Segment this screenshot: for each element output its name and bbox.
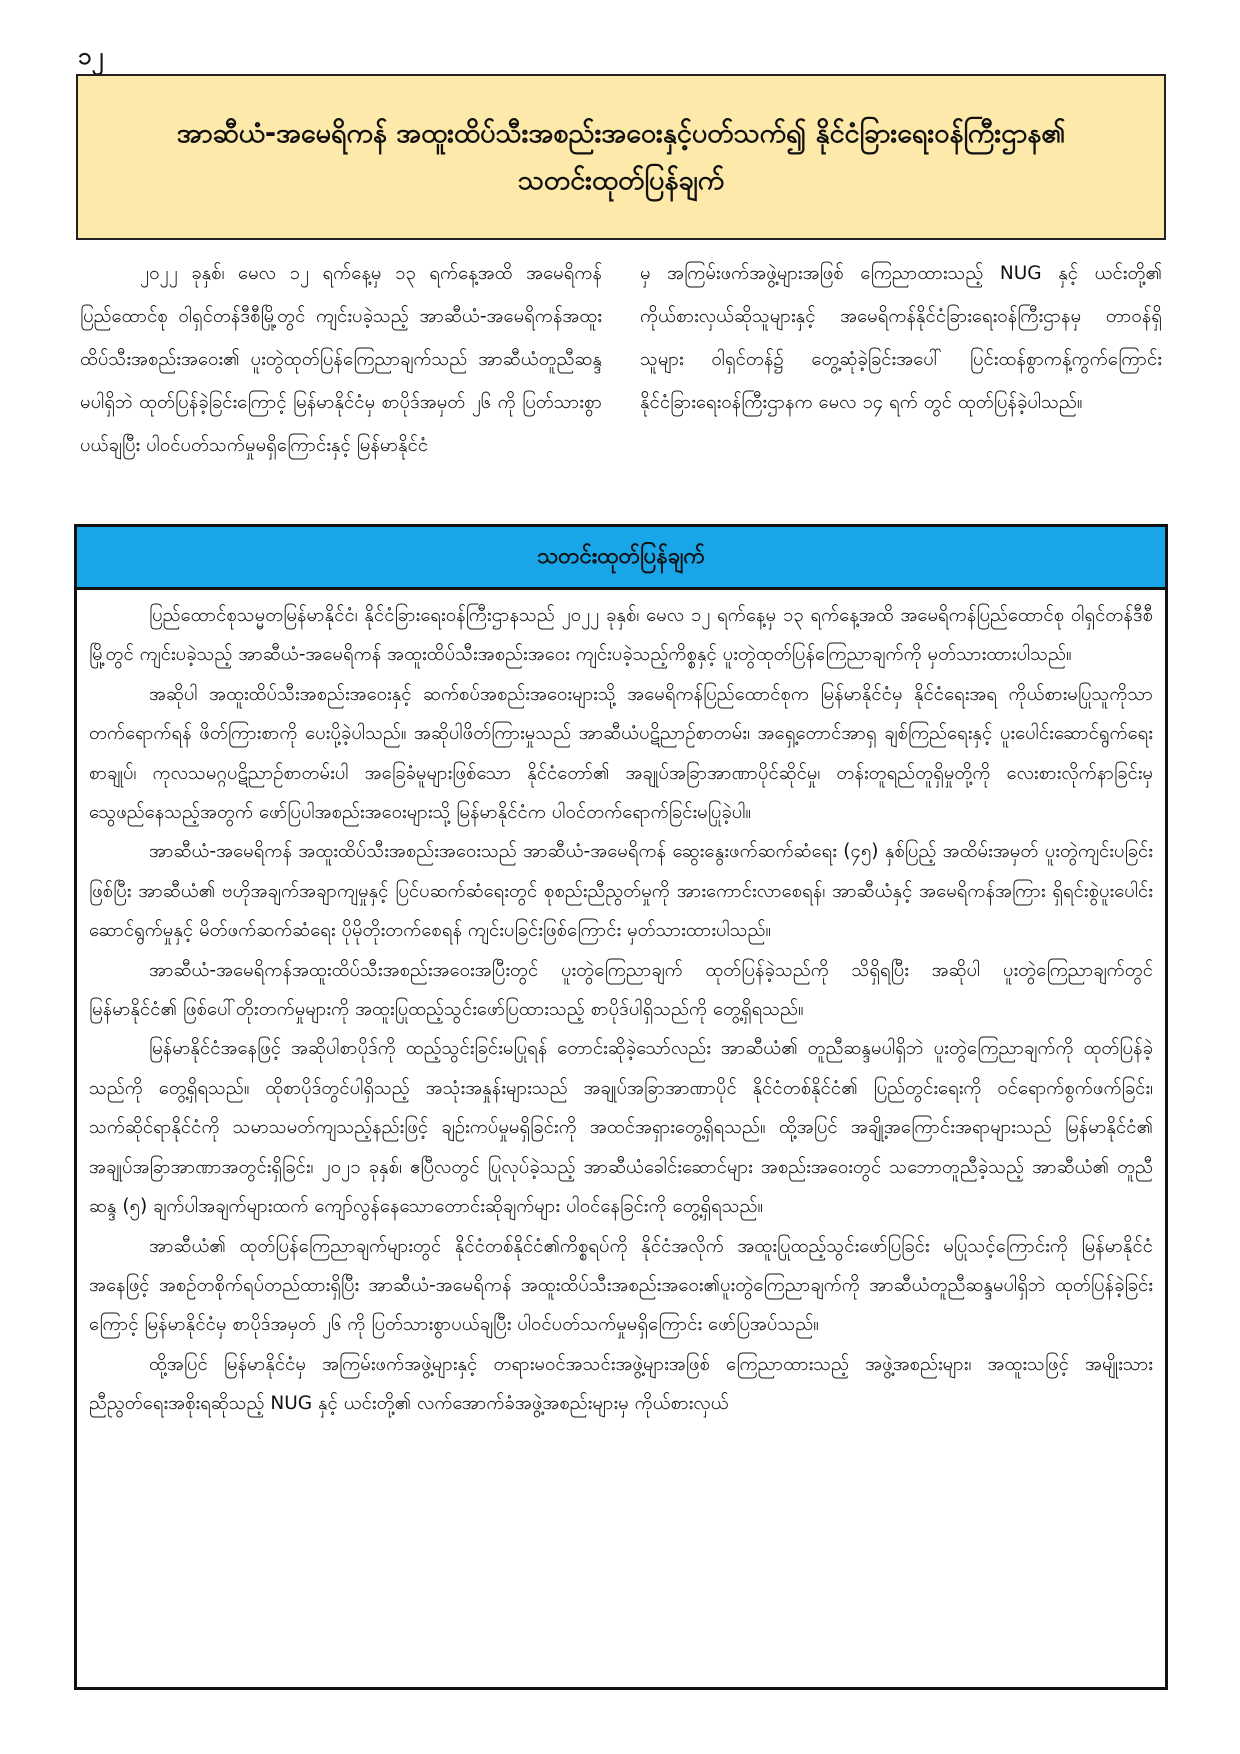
intro-right-text: မှ အကြမ်းဖက်အဖွဲ့များအဖြစ် ကြေညာထားသည့် NUG နှင့် ယင်းတို့၏ ကိုယ်စားလှယ်ဆိုသူများနှင့် အမေရိကန်နိုင်ငံခြားရေးဝန်ကြီးဌာနမှ တာဝန်ရှိသူများ ဝါရှင်တန်၌ တွေ့ဆုံခဲ့ခြင်းအပေါ် ပြင်းထန်စွာကန့်ကွက်ကြောင်း နိုင်ငံခြားရေးဝန်ကြီးဌာနက မေလ ၁၄ ရက် တွင် ထုတ်ပြန်ခဲ့ပါသည်။ [640, 263, 1162, 413]
paragraph: မြန်မာနိုင်ငံအနေဖြင့် အဆိုပါစာပိုဒ်ကို ထည့်သွင်းခြင်းမပြုရန် တောင်းဆိုခဲ့သော်လည်း အာဆီယံ၏ တူညီဆန္ဒမပါရှိဘဲ ပူးတွဲကြေညာချက်ကို ထုတ်ပြန်ခဲ့သည်ကို တွေ့ရှိရသည်။ ထိုစာပိုဒ်တွင်ပါရှိသည့် အသုံးအနှုန်းများသည် အချုပ်အခြာအာဏာပိုင် နိုင်ငံတစ်နိုင်ငံ၏ ပြည်တွင်းရေးကို ဝင်ရောက်စွက်ဖက်ခြင်း၊ သက်ဆိုင်ရာနိုင်ငံကို သမာသမတ်ကျသည့်နည်းဖြင့် ချဉ်းကပ်မှုမရှိခြင်းကို အထင်အရှားတွေ့ရှိရသည်။ ထို့အပြင် အချို့အကြောင်းအရာများသည် မြန်မာနိုင်ငံ၏ အချုပ်အခြာအာဏာအတွင်းရှိခြင်း၊ ၂၀၂၁ ခုနှစ်၊ ဧပြီလတွင် ပြုလုပ်ခဲ့သည့် အာဆီယံခေါင်းဆောင်များ အစည်းအဝေးတွင် သဘောတူညီခဲ့သည့် အာဆီယံ၏ တူညီဆန္ဒ (၅) ချက်ပါအချက်များထက် ကျော်လွန်နေသောတောင်းဆိုချက်များ ပါဝင်နေခြင်းကို တွေ့ရှိရသည်။ [89, 1038, 1153, 1218]
intro-columns [80, 252, 1162, 502]
paragraph: အာဆီယံ၏ ထုတ်ပြန်ကြေညာချက်များတွင် နိုင်ငံတစ်နိုင်ငံ၏ကိစ္စရပ်ကို နိုင်ငံအလိုက် အထူးပြုထည့်သွင်းဖော်ပြခြင်း မပြုသင့်ကြောင်းကို မြန်မာနိုင်ငံအနေဖြင့် အစဉ်တစိုက်ရပ်တည်ထားရှိပြီး အာဆီယံ-အမေရိကန် အထူးထိပ်သီးအစည်းအဝေး၏ပူးတွဲကြေညာချက်ကို အာဆီယံတူညီဆန္ဒမပါရှိဘဲ ထုတ်ပြန်ခဲ့ခြင်းကြောင့် မြန်မာနိုင်ငံမှ စာပိုဒ်အမှတ် ၂၆ ကို ပြတ်သားစွာပယ်ချပြီး ပါဝင်ပတ်သက်မှုမရှိကြောင်း ဖော်ပြအပ်သည်။ [89, 1235, 1153, 1336]
press-release-box [74, 524, 1168, 1690]
paragraph: အဆိုပါ အထူးထိပ်သီးအစည်းအဝေးနှင့် ဆက်စပ်အစည်းအဝေးများသို့ အမေရိကန်ပြည်ထောင်စုက မြန်မာနိုင်ငံမှ နိုင်ငံရေးအရ ကိုယ်စားမပြုသူကိုသာ တက်ရောက်ရန် ဖိတ်ကြားစာကို ပေးပို့ခဲ့ပါသည်။ အဆိုပါဖိတ်ကြားမှုသည် အာဆီယံပဋိညာဉ်စာတမ်း၊ အရှေ့တောင်အာရှ ချစ်ကြည်ရေးနှင့် ပူးပေါင်းဆောင်ရွက်ရေးစာချုပ်၊ ကုလသမဂ္ဂပဋိညာဉ်စာတမ်းပါ အခြေခံမူများဖြစ်သော နိုင်ငံတော်၏ အချုပ်အခြာအာဏာပိုင်ဆိုင်မှု၊ တန်းတူရည်တူရှိမှုတို့ကို လေးစားလိုက်နာခြင်းမှ သွေဖည်နေသည့်အတွက် ဖော်ပြပါအစည်းအဝေးများသို့ မြန်မာနိုင်ငံက ပါဝင်တက်ရောက်ခြင်းမပြုခဲ့ပါ။ [89, 683, 1153, 824]
paragraph: ထို့အပြင် မြန်မာနိုင်ငံမှ အကြမ်းဖက်အဖွဲ့များနှင့် တရားမဝင်အသင်းအဖွဲ့များအဖြစ် ကြေညာထားသည့် အဖွဲ့အစည်းများ၊ အထူးသဖြင့် အမျိုးသားညီညွတ်ရေးအစိုးရဆိုသည့် NUG နှင့် ယင်းတို့၏ လက်အောက်ခံအဖွဲ့အစည်းများမှ ကိုယ်စားလှယ် [89, 1353, 1153, 1415]
title-box [76, 74, 1166, 240]
intro-left-text: ၂၀၂၂ ခုနှစ်၊ မေလ ၁၂ ရက်နေ့မှ ၁၃ ရက်နေ့အထိ အမေရိကန်ပြည်ထောင်စု ဝါရှင်တန်ဒီစီမြို့တွင် ကျင်းပခဲ့သည့် အာဆီယံ-အမေရိကန်အထူးထိပ်သီးအစည်းအဝေး၏ ပူးတွဲထုတ်ပြန်ကြေညာချက်သည် အာဆီယံတူညီဆန္ဒမပါရှိဘဲ ထုတ်ပြန်ခဲ့ခြင်းကြောင့် မြန်မာနိုင်ငံမှ စာပိုဒ်အမှတ် ၂၆ ကို ပြတ်သားစွာပယ်ချပြီး ပါဝင်ပတ်သက်မှုမရှိကြောင်းနှင့် မြန်မာနိုင်ငံ [80, 263, 602, 456]
page-number: ၁၂ [78, 42, 104, 70]
paragraph: အာဆီယံ-အမေရိကန် အထူးထိပ်သီးအစည်းအဝေးသည် အာဆီယံ-အမေရိကန် ဆွေးနွေးဖက်ဆက်ဆံရေး (၄၅) နှစ်ပြည့် အထိမ်းအမှတ် ပူးတွဲကျင်းပခြင်းဖြစ်ပြီး အာဆီယံ၏ ဗဟိုအချက်အချာကျမှုနှင့် ပြင်ပဆက်ဆံရေးတွင် စုစည်းညီညွတ်မှုကို အားကောင်းလာစေရန်၊ အာဆီယံနှင့် အမေရိကန်အကြား ရှိရင်းစွဲပူးပေါင်းဆောင်ရွက်မှုနှင့် မိတ်ဖက်ဆက်ဆံရေး ပိုမိုတိုးတက်စေရန် ကျင်းပခြင်းဖြစ်ကြောင်း မှတ်သားထားပါသည်။ [89, 841, 1153, 942]
paragraph: ပြည်ထောင်စုသမ္မတမြန်မာနိုင်ငံ၊ နိုင်ငံခြားရေးဝန်ကြီးဌာနသည် ၂၀၂၂ ခုနှစ်၊ မေလ ၁၂ ရက်နေ့မှ ၁၃ ရက်နေ့အထိ အမေရိကန်ပြည်ထောင်စု ဝါရှင်တန်ဒီစီမြို့တွင် ကျင်းပခဲ့သည့် အာဆီယံ-အမေရိကန် အထူးထိပ်သီးအစည်းအဝေး ကျင်းပခဲ့သည့်ကိစ္စနှင့် ပူးတွဲထုတ်ပြန်ကြေညာချက်ကို မှတ်သားထားပါသည်။ [89, 605, 1153, 666]
intro-left-column [80, 252, 602, 502]
intro-right-column [640, 252, 1162, 502]
title-line-1: အာဆီယံ-အမေရိကန် အထူးထိပ်သီးအစည်းအဝေးနှင့်ပတ်သက်၍ နိုင်ငံခြားရေးဝန်ကြီးဌာန၏ [176, 117, 1066, 149]
paragraph: အာဆီယံ-အမေရိကန်အထူးထိပ်သီးအစည်းအဝေးအပြီးတွင် ပူးတွဲကြေညာချက် ထုတ်ပြန်ခဲ့သည်ကို သိရှိရပြီး အဆိုပါ ပူးတွဲကြေညာချက်တွင် မြန်မာနိုင်ငံ၏ ဖြစ်ပေါ်တိုးတက်မှုများကို အထူးပြုထည့်သွင်းဖော်ပြထားသည့် စာပိုဒ်ပါရှိသည်ကို တွေ့ရှိရသည်။ [89, 959, 1153, 1021]
title-line-2: သတင်းထုတ်ပြန်ချက် [517, 165, 725, 196]
press-release-body [77, 590, 1165, 1686]
press-release-header: သတင်းထုတ်ပြန်ချက် [77, 527, 1165, 590]
